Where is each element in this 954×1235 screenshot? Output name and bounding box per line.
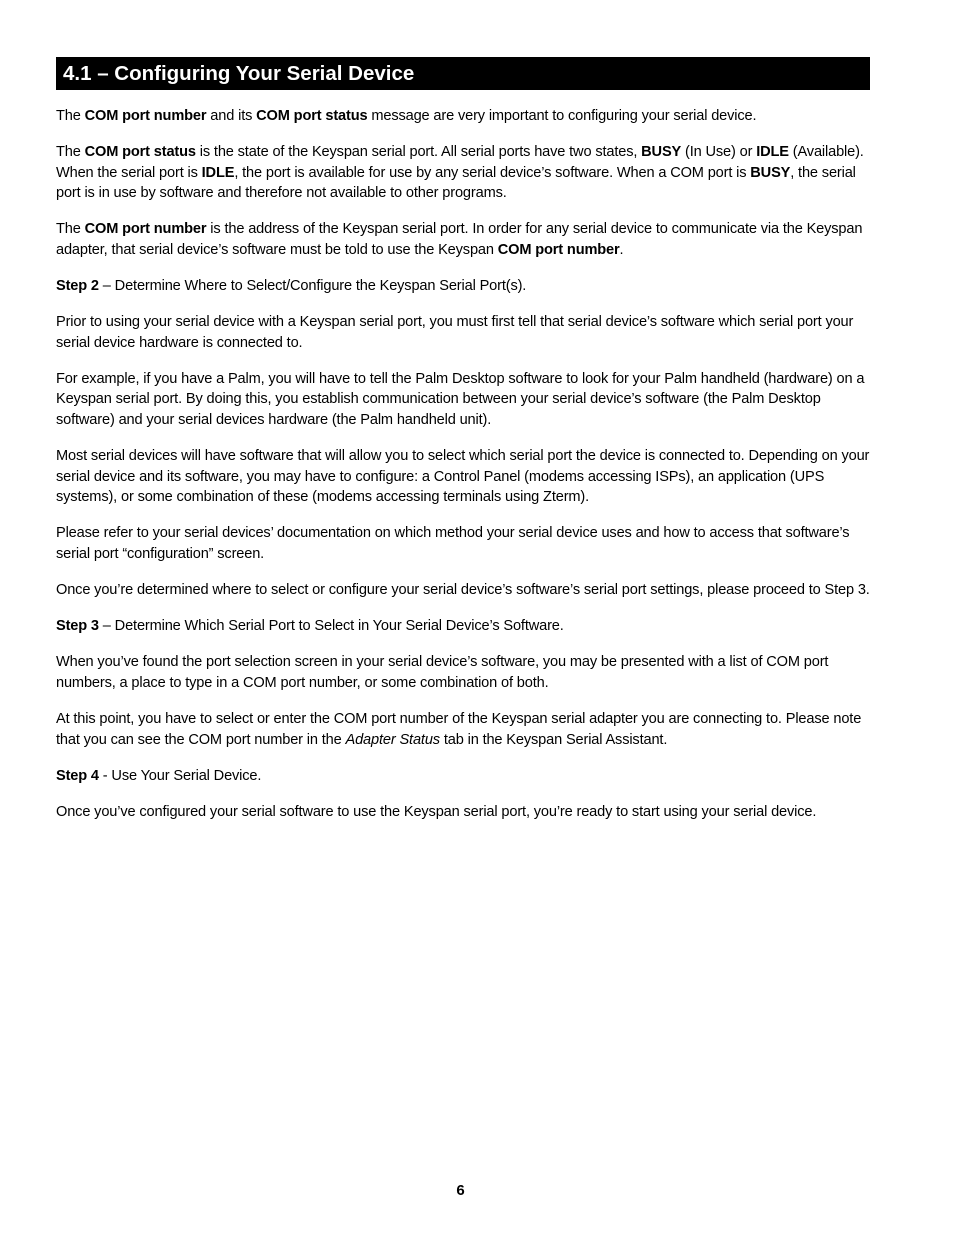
text-run: The	[56, 144, 85, 161]
paragraph-p2	[56, 142, 870, 204]
text-run: tab in the Keyspan Serial Assistant.	[439, 731, 668, 748]
text-run: .	[619, 241, 624, 258]
text-run: When you’ve found the port selection screen in your serial device’s software, you may be presented with a list of COM port numbers, a place to type in a COM port number, or some combination of both.	[56, 654, 829, 691]
bold-text: Step 4	[56, 767, 99, 784]
text-run: message are very important to configuring your serial device.	[367, 108, 757, 124]
paragraph-p3	[56, 219, 870, 260]
bold-text: BUSY	[641, 144, 682, 161]
bold-text: COM port number	[497, 241, 620, 258]
text-run: (In Use) or	[681, 144, 757, 161]
paragraph-p7	[56, 523, 870, 564]
bold-text: IDLE	[201, 164, 235, 181]
text-run: , the port is available for use by any serial device’s software. When a COM port is	[234, 164, 751, 181]
text-run: Once you’re determined where to select or configure your serial device’s software’s serial port settings, please proceed to Step 3.	[56, 582, 870, 599]
paragraph-p4	[56, 312, 870, 353]
paragraph-p8	[56, 580, 870, 601]
bold-text: Step 3	[56, 618, 99, 635]
paragraph-step3	[56, 616, 870, 637]
text-run: is the address of the Keyspan serial port. In order for any serial device to communicate via the Keyspan adapter, that serial device’s software must be told to use the Keyspan	[56, 221, 863, 258]
text-run: (Available). When the serial port is	[56, 144, 864, 181]
page-number: 6	[456, 1182, 465, 1199]
paragraph-p9	[56, 652, 870, 693]
bold-text: IDLE	[756, 144, 789, 161]
bold-text: COM port status	[256, 108, 368, 124]
paragraph-p11	[56, 802, 870, 823]
text-run: At this point, you have to select or enter the COM port number of the Keyspan serial adapter you are connecting to. Please note that you can see the COM port number in the	[56, 710, 862, 748]
paragraph-p1	[56, 106, 870, 127]
text-run: , the serial port is in use by software and therefore not available to other programs.	[56, 164, 856, 202]
body-text	[56, 106, 870, 838]
bold-text: BUSY	[750, 164, 791, 181]
bold-text: COM port number	[84, 221, 207, 238]
text-run: Most serial devices will have software that will allow you to select which serial port the device is connected to. Depending on your serial device and its software, you may have to configure: a Control Panel (modems accessing ISPs), an application (UPS systems), or some combination of these (modems accessing terminals using Zterm).	[56, 448, 870, 506]
section-header-bar	[56, 57, 870, 90]
text-run: Please refer to your serial devices’ documentation on which method your serial device uses and how to access that software’s serial port “configuration” screen.	[56, 525, 850, 562]
bold-text: Step 2	[56, 278, 99, 295]
bold-text: COM port status	[84, 144, 196, 161]
text-run: For example, if you have a Palm, you will have to tell the Palm Desktop software to look for your Palm handheld (hardware) on a Keyspan serial port. By doing this, you establish communication between your serial device’s software (the Palm Desktop software) and your serial devices hardware (the Palm handheld unit).	[56, 370, 865, 429]
paragraph-step4	[56, 766, 870, 787]
section-title: 4.1 – Configuring Your Serial Device	[63, 62, 415, 85]
italic-text: Adapter Status	[345, 731, 440, 748]
text-run: The	[56, 221, 85, 238]
text-run: – Determine Which Serial Port to Select in Your Serial Device’s Software.	[98, 618, 564, 635]
text-run: – Determine Where to Select/Configure the Keyspan Serial Port(s).	[98, 278, 527, 295]
bold-text: COM port number	[84, 108, 207, 124]
paragraph-step2	[56, 276, 870, 297]
paragraph-p6	[56, 446, 870, 508]
text-run: - Use Your Serial Device.	[98, 767, 262, 784]
paragraph-p5	[56, 369, 870, 431]
paragraph-p10	[56, 709, 870, 750]
text-run: and its	[206, 108, 257, 124]
text-run: The	[56, 108, 85, 124]
text-run: Once you’ve configured your serial software to use the Keyspan serial port, you’re ready to start using your serial device.	[56, 803, 817, 820]
text-run: Prior to using your serial device with a Keyspan serial port, you must first tell that serial device’s software which serial port your serial device hardware is connected to.	[56, 314, 854, 351]
text-run: is the state of the Keyspan serial port. All serial ports have two states,	[195, 144, 642, 161]
